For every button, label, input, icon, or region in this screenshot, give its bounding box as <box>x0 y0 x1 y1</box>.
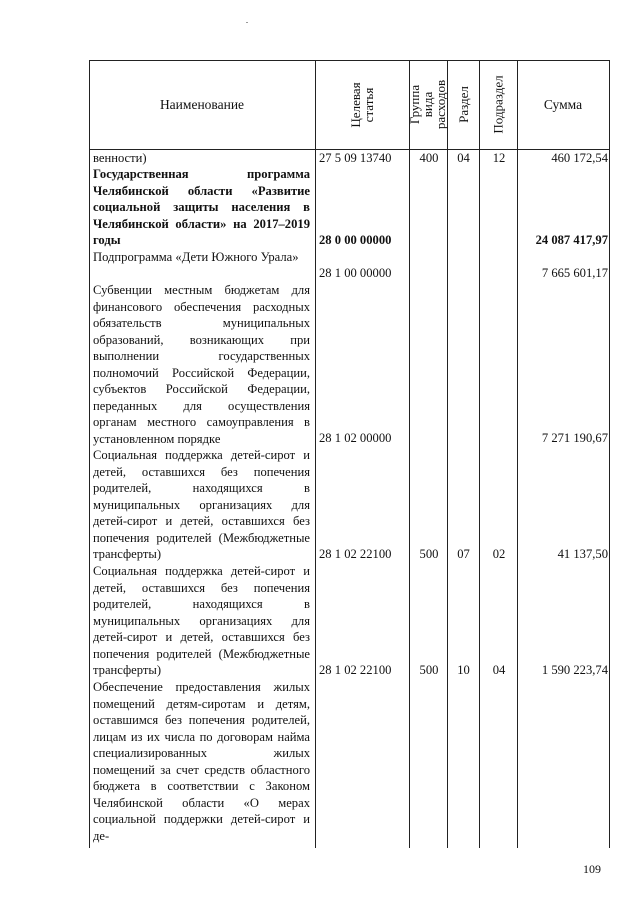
row-amount: 1 590 223,74 <box>541 663 608 677</box>
header-name-cell <box>89 60 315 149</box>
header-subsection-cell <box>479 60 517 149</box>
row-name: Обеспечение предоставления жилых помещений детям-сиротам и детям, оставшимся без попечения родителей, лицам из их числа по договорам найма специализированных жилых помещений за счет средств областного бюджета в соответствии с Законом Челябинской области «О мерах социальной поддержки детей-сирот и де- <box>93 680 310 843</box>
row-section: 10 <box>457 663 470 677</box>
header-section-cell <box>447 60 479 149</box>
row-section: 04 <box>457 151 470 165</box>
header-target-article: Целевая статья <box>348 81 376 128</box>
row-amount: 24 087 417,97 <box>535 233 608 247</box>
row-code: 28 1 02 22100 <box>319 663 392 677</box>
row-name: венности) <box>93 151 147 165</box>
column-divider <box>447 60 448 848</box>
row-group: 400 <box>419 151 439 165</box>
row-name: Государственная программа Челябинской области «Развитие социальной защиты населения в Челябинской области» на 2017–2019 годы <box>93 167 310 247</box>
row-section: 07 <box>457 547 470 561</box>
column-divider <box>517 60 518 848</box>
table-right-border <box>609 60 610 848</box>
column-divider <box>315 60 316 848</box>
row-name: Социальная поддержка детей-сирот и детей, оставшихся без попечения родителей, находящихся в муниципальных организациях для детей-сирот и детей, оставшихся без попечения родителей (Межбюджетные трансферты) <box>93 448 310 561</box>
row-name: Субвенции местным бюджетам для финансового обеспечения расходных обязательств муниципальных образований, возникающих при выполнении государственных полномочий Российской Федерации, субъектов Российской Федерации, переданных для осуществления органам местного самоуправления в установленном порядке <box>93 283 310 446</box>
header-expense-group-cell <box>409 60 447 149</box>
header-subsection: Подраздел <box>490 75 506 134</box>
page-number: 109 <box>583 862 601 876</box>
row-code: 28 1 02 00000 <box>319 431 392 445</box>
row-amount: 460 172,54 <box>551 151 608 165</box>
header-expense-group: Группа вида расходов <box>407 79 449 130</box>
row-group: 500 <box>419 663 439 677</box>
row-code: 28 1 00 00000 <box>319 266 392 280</box>
row-code: 27 5 09 13740 <box>319 151 392 165</box>
row-code: 28 0 00 00000 <box>319 233 392 247</box>
row-subsection: 04 <box>492 663 506 677</box>
column-divider <box>409 60 410 848</box>
row-group: 500 <box>419 547 439 561</box>
row-amount: 41 137,50 <box>557 547 608 561</box>
row-amount: 7 271 190,67 <box>541 431 608 445</box>
header-amount: Сумма <box>543 96 583 112</box>
header-amount-cell <box>517 60 609 149</box>
row-subsection: 12 <box>492 151 506 165</box>
row-name: Социальная поддержка детей-сирот и детей, оставшихся без попечения родителей, находящихся в муниципальных организациях для детей-сирот и детей, оставшихся без попечения родителей (Межбюджетные трансферты) <box>93 564 310 677</box>
column-divider <box>479 60 480 848</box>
row-name: Подпрограмма «Дети Южного Урала» <box>93 250 299 264</box>
table-left-border <box>89 60 90 848</box>
budget-table <box>89 60 610 848</box>
header-section: Раздел <box>455 86 471 123</box>
row-subsection: 02 <box>492 547 506 561</box>
header-target-article-cell <box>315 60 409 149</box>
page-mark <box>246 22 248 23</box>
row-amount: 7 665 601,17 <box>541 266 608 280</box>
row-code: 28 1 02 22100 <box>319 547 392 561</box>
header-name: Наименование <box>159 96 245 112</box>
